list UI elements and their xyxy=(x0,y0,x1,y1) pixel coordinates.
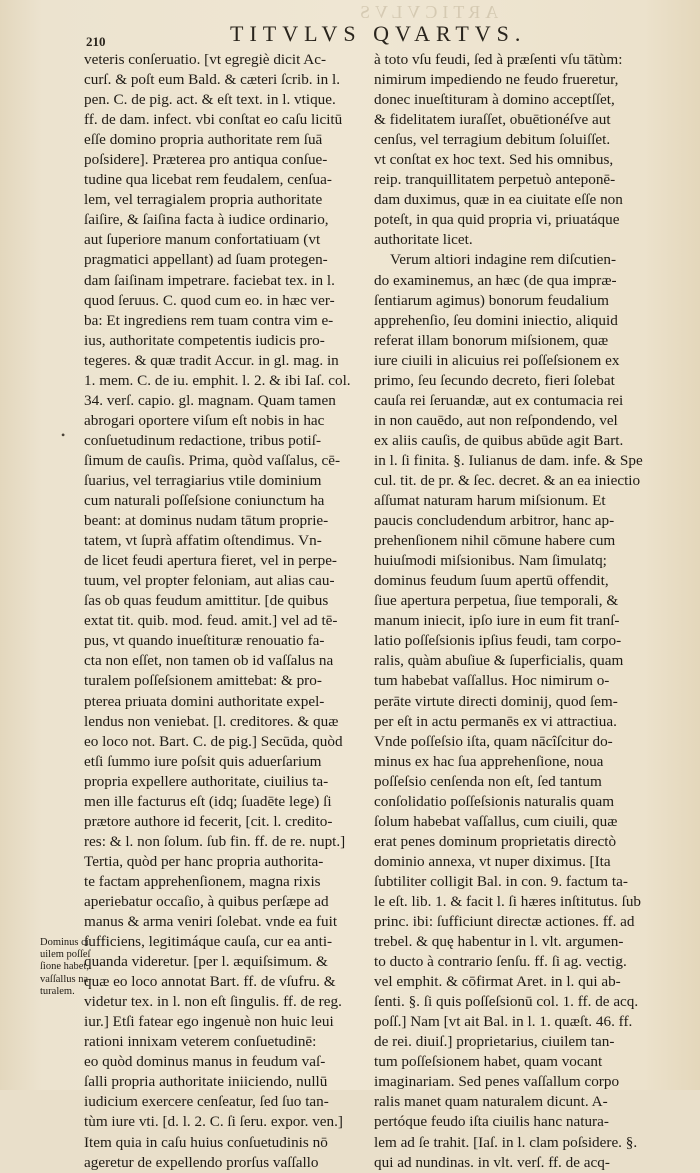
right-text-column xyxy=(374,50,670,1173)
text-line: prætore authore id fecerit, [cit. l. credito- xyxy=(84,812,333,830)
bleed-through-text: ARTICVLVS xyxy=(355,2,499,22)
text-line: curſ. & poſt eum Bald. & cæteri ſcrib. in l. xyxy=(84,71,341,89)
text-line: apprehenſio, ſeu domini iniectio, aliquid xyxy=(374,311,618,329)
text-line: authoritate licet. xyxy=(374,231,473,249)
text-line: ſuarius, vel terragiarius vtile dominium xyxy=(84,471,322,489)
text-line: paucis concludendum arbitror, hanc ap- xyxy=(374,512,615,530)
text-line: 1. mem. C. de iu. emphit. l. 2. & ibi Iaſ. col. xyxy=(84,371,351,389)
left-text-column xyxy=(84,50,366,1173)
text-line: ex aliis cauſis, de quibus abūde agit Bart. xyxy=(374,431,624,449)
text-line: reip. tranquillitatem perpetuò anteponē- xyxy=(374,171,616,189)
text-line: nimirum impediendo ne feudo frueretur, xyxy=(374,71,619,89)
text-line: res: & l. non ſolum. ſub fin. ff. de re. nupt.] xyxy=(84,832,346,850)
text-line: qui ad nundinas. in vlt. verſ. ff. de acq- xyxy=(374,1153,610,1171)
text-line: de licet feudi apertura fieret, vel in perpe- xyxy=(84,552,337,570)
text-line: tudine qua licebat rem feudalem, cenſua- xyxy=(84,171,332,189)
text-line: conſolidatio poſſeſsionis naturalis quam xyxy=(374,792,615,810)
text-line: ſenti. §. ſi quis poſſeſsionū col. 1. ff. de acq. xyxy=(374,993,639,1011)
text-line: primo, ſeu ſecundo decreto, fieri ſolebat xyxy=(374,371,615,389)
text-line: Verum altiori indagine rem diſcutien- xyxy=(390,251,617,269)
text-line: ſaiſire, & ſaiſina facta à iudice ordinario, xyxy=(84,211,329,229)
text-line: propria expellere authoritate, ciuilius ta- xyxy=(84,772,329,790)
text-line: extat tit. quib. mod. feud. amit.] vel ad tē- xyxy=(84,612,338,630)
text-line: poteſt, in qua quid propria vi, priuatáque xyxy=(374,211,620,229)
text-line: conſuetudinum redactione, tribus potiſ- xyxy=(84,431,322,449)
text-line: manus & arma veniri ſolebat. vnde ea fuit xyxy=(84,913,338,931)
text-line: lem ad ſe trahit. [Iaſ. in l. clam poſsidere. §. xyxy=(374,1133,638,1151)
text-line: eſſe domino propria authoritate rem ſuā xyxy=(84,131,323,149)
text-line: ſalli propria authoritate iniiciendo, nullū xyxy=(84,1073,328,1091)
text-line: beant: at dominus nudam tātum proprie- xyxy=(84,512,329,530)
text-line: eo quòd dominus manus in feudum vaſ- xyxy=(84,1053,326,1071)
text-line: tatem, vt ſuprà affatim oſtendimus. Vn- xyxy=(84,532,322,550)
text-line: in non cauēdo, aut non reſpondendo, vel xyxy=(374,411,618,429)
marginal-note-line: turalem. xyxy=(40,985,75,997)
text-line: pragmatici appellant) ad ſuam protegen- xyxy=(84,251,328,269)
text-line: ageretur de expellendo prorſus vaſſallo xyxy=(84,1153,319,1171)
text-line: abrogari oportere viſum eſt nobis in hac xyxy=(84,411,325,429)
text-line: etſi ſummo iure poſsit quis aduerſarium xyxy=(84,752,322,770)
margin-mark-icon: • xyxy=(61,428,66,442)
text-line: aperiebatur occaſio, à quibus perſæpe ad xyxy=(84,892,329,910)
text-line: huiuſmodi miſsionibus. Nam ſimulatq; xyxy=(374,552,607,570)
page-number: 210 xyxy=(86,34,106,49)
text-line: ba: Et ingrediens rem tuam contra vim e- xyxy=(84,311,334,329)
text-line: cenſus, vel terragium debitum ſoluiſſet. xyxy=(374,131,611,149)
text-line: Vnde poſſeſsio iſta, quam nācîſcitur do- xyxy=(374,732,613,750)
text-line: cta non eſſet, non tamen ob id vaſſalus na xyxy=(84,652,334,670)
text-line: vel emphit. & cōfirmat Aret. in l. qui ab- xyxy=(374,973,621,991)
text-line: donec inueſtituram à domino acceptſſet, xyxy=(374,91,615,109)
text-line: lendus non veniebat. [l. creditores. & quæ xyxy=(84,712,339,730)
text-line: aſſumat naturam harum miſsionum. Et xyxy=(374,492,606,510)
text-line: veteris conſeruatio. [vt egregiè dicit Ac- xyxy=(84,51,327,68)
text-line: dam ſaiſinam impetrare. faciebat tex. in l. xyxy=(84,271,335,289)
text-line: trebel. & quę habentur in l. vlt. argumen- xyxy=(374,933,624,951)
text-line: aut ſuperiore manum confortatiuam (vt xyxy=(84,231,321,249)
text-line: pen. C. de pig. act. & eſt text. in l. vtique. xyxy=(84,91,336,109)
text-line: tuum, vel propter feloniam, aut alias cau- xyxy=(84,572,335,590)
text-line: ſentiarum agimus) bonorum feudalium xyxy=(374,291,609,309)
text-line: per eſt in actu permanēs ex vi attractiua. xyxy=(374,712,617,730)
text-line: 34. verſ. capio. gl. magnam. Quam tamen xyxy=(84,391,336,409)
text-line: tum poſſeſsionem habet, quam vocant xyxy=(374,1053,603,1071)
text-line: iudicium exercere cenſeatur, ſed ſuo tan- xyxy=(84,1093,329,1111)
text-line: erat penes dominum proprietatis directò xyxy=(374,832,617,850)
text-line: ralis, quàm abuſiue & ſuperficialis, quam xyxy=(374,652,624,670)
text-line: manum iniecit, ipſo iure in eum fit tranſ- xyxy=(374,612,620,630)
text-line: ſufficiens, legitimáque cauſa, cur ea anti- xyxy=(84,933,333,951)
text-line: iur.] Etſi fatear ego ingenuè non huic leui xyxy=(84,1013,334,1031)
text-line: ſimum de cauſis. Prima, quòd vaſſalus, cē- xyxy=(84,451,341,469)
text-line: ius, authoritate competentis iudicis pro- xyxy=(84,331,325,349)
text-line: ſubtiliter colligit Bal. in con. 9. factum ta- xyxy=(374,872,628,890)
text-line: te factam apprehenſionem, magna rixis xyxy=(84,872,321,890)
text-line: referat illam bonorum miſsionem, quæ xyxy=(374,331,609,349)
marginal-note xyxy=(40,937,102,998)
text-line: ſas ob quas feudum amittitur. [de quibus xyxy=(84,592,329,610)
running-title: TITVLVS QVARTVS. xyxy=(230,21,527,46)
text-line: poſſ.] Nam [vt ait Bal. in l. 1. quæſt. 46. ff. xyxy=(374,1013,633,1031)
text-line: ſolum habebat vaſſallus, cum ciuili, quæ xyxy=(374,812,618,830)
text-line: Tertia, quòd per hanc propria authorita- xyxy=(84,852,324,870)
text-line: to ducto à contrario ſenſu. ff. ſi ag. vectig. xyxy=(374,953,627,971)
text-line: vt conſtat ex hoc text. Sed his omnibus, xyxy=(374,151,614,169)
text-line: quanda videretur. [per l. æquiſsimum. & xyxy=(84,953,328,971)
text-line: turalem poſſeſsionem amittebat: & pro- xyxy=(84,672,322,690)
text-line: rationi innixam veterem conſuetudinē: xyxy=(84,1033,317,1051)
text-line: pterea priuata domini authoritate expel- xyxy=(84,692,325,710)
text-line: cul. tit. de pr. & ſec. decret. & an ea iniectio xyxy=(374,471,641,489)
marginal-note-line: Dominus ci xyxy=(40,937,89,948)
text-line: le eſt. lib. 1. & facit l. ſi hæres inſtitutus. ſub xyxy=(374,892,642,910)
text-line: latio poſſeſsionis ipſius feudi, tam corpo- xyxy=(374,632,622,650)
marginal-note-line: uilem poſſeſ xyxy=(40,949,91,961)
text-line: cum naturali poſſeſsione coniunctum ha xyxy=(84,492,325,510)
text-line: ſiue apertura perpetua, ſiue temporali, & xyxy=(374,592,619,610)
text-line: de rei. diuiſ.] proprietarius, ciuilem tan- xyxy=(374,1033,615,1051)
text-line: perāte virtute directi dominij, quod ſem- xyxy=(374,692,618,710)
marginal-note-line: vaſſallus na- xyxy=(40,973,92,985)
text-line: in l. ſi finita. §. Iulianus de dam. infe. & Spe xyxy=(374,451,643,469)
text-line: dominus feudum ſuum apertū offendit, xyxy=(374,572,609,590)
text-line: ralis manet quam naturalem dicunt. A- xyxy=(374,1093,608,1111)
text-line: à toto vſu feudi, ſed à præſenti vſu tātùm: xyxy=(374,51,623,68)
text-line: minus ex hac ſua apprehenſione, noua xyxy=(374,752,604,770)
text-line: imaginariam. Sed penes vaſſallum corpo xyxy=(374,1073,620,1091)
text-line: dam duximus, quæ in ea ciuitate eſſe non xyxy=(374,191,623,209)
text-line: Item quia in caſu huius conſuetudinis nō xyxy=(84,1133,328,1151)
text-line: do examinemus, an hæc (de qua impræ- xyxy=(374,271,617,289)
text-line: tùm iure vti. [d. l. 2. C. ſi ſeru. expor. ven.] xyxy=(84,1113,343,1131)
text-line: tegeres. & quæ tradit Accur. in gl. mag. in xyxy=(84,351,339,369)
text-line: dominio annexa, vt nuper diximus. [Ita xyxy=(374,852,611,870)
text-line: quod ſeruus. C. quod cum eo. in hæc ver- xyxy=(84,291,335,309)
text-line: pus, vt quando inueſtituræ renouatio fa- xyxy=(84,632,325,650)
text-line: prehenſionem nihil cōmune habere cum xyxy=(374,532,616,550)
text-line: princ. ibi: ſufficiunt directæ actiones. ff. ad xyxy=(374,913,635,931)
text-line: ff. de dam. infect. vbi conſtat eo caſu licitū xyxy=(84,111,343,129)
text-line: tum habebat vaſſallus. Hoc nimirum o- xyxy=(374,672,610,690)
marginal-note-line: ſione habet, xyxy=(40,961,89,973)
text-line: cauſa rei ſeruandæ, aut ex contumacia rei xyxy=(374,391,624,409)
text-line: videtur tex. in l. non eſt ſingulis. ff. de reg. xyxy=(84,993,342,1011)
text-line: men ille facturus eſt (idq; ſuadēte lege) ſi xyxy=(84,792,332,810)
text-line: pertóque feudo iſta ciuilis hanc natura- xyxy=(374,1113,609,1131)
text-line: poſſeſsio cenſenda non eſt, ſed tantum xyxy=(374,772,602,790)
text-line: lem, vel terragialem propria authoritate xyxy=(84,191,323,209)
text-line: quæ eo loco annotat Bart. ff. de vſufru. & xyxy=(84,973,336,991)
text-line: poſsidere]. Præterea pro antiqua conſue- xyxy=(84,151,328,169)
text-line: iure ciuili in alicuius rei poſſeſsionem ex xyxy=(374,351,620,369)
text-line: eo loco not. Bart. C. de pig.] Secūda, quòd xyxy=(84,732,343,750)
text-line: & fidelitatem iuraſſet, obuētionéſve aut xyxy=(374,111,611,129)
